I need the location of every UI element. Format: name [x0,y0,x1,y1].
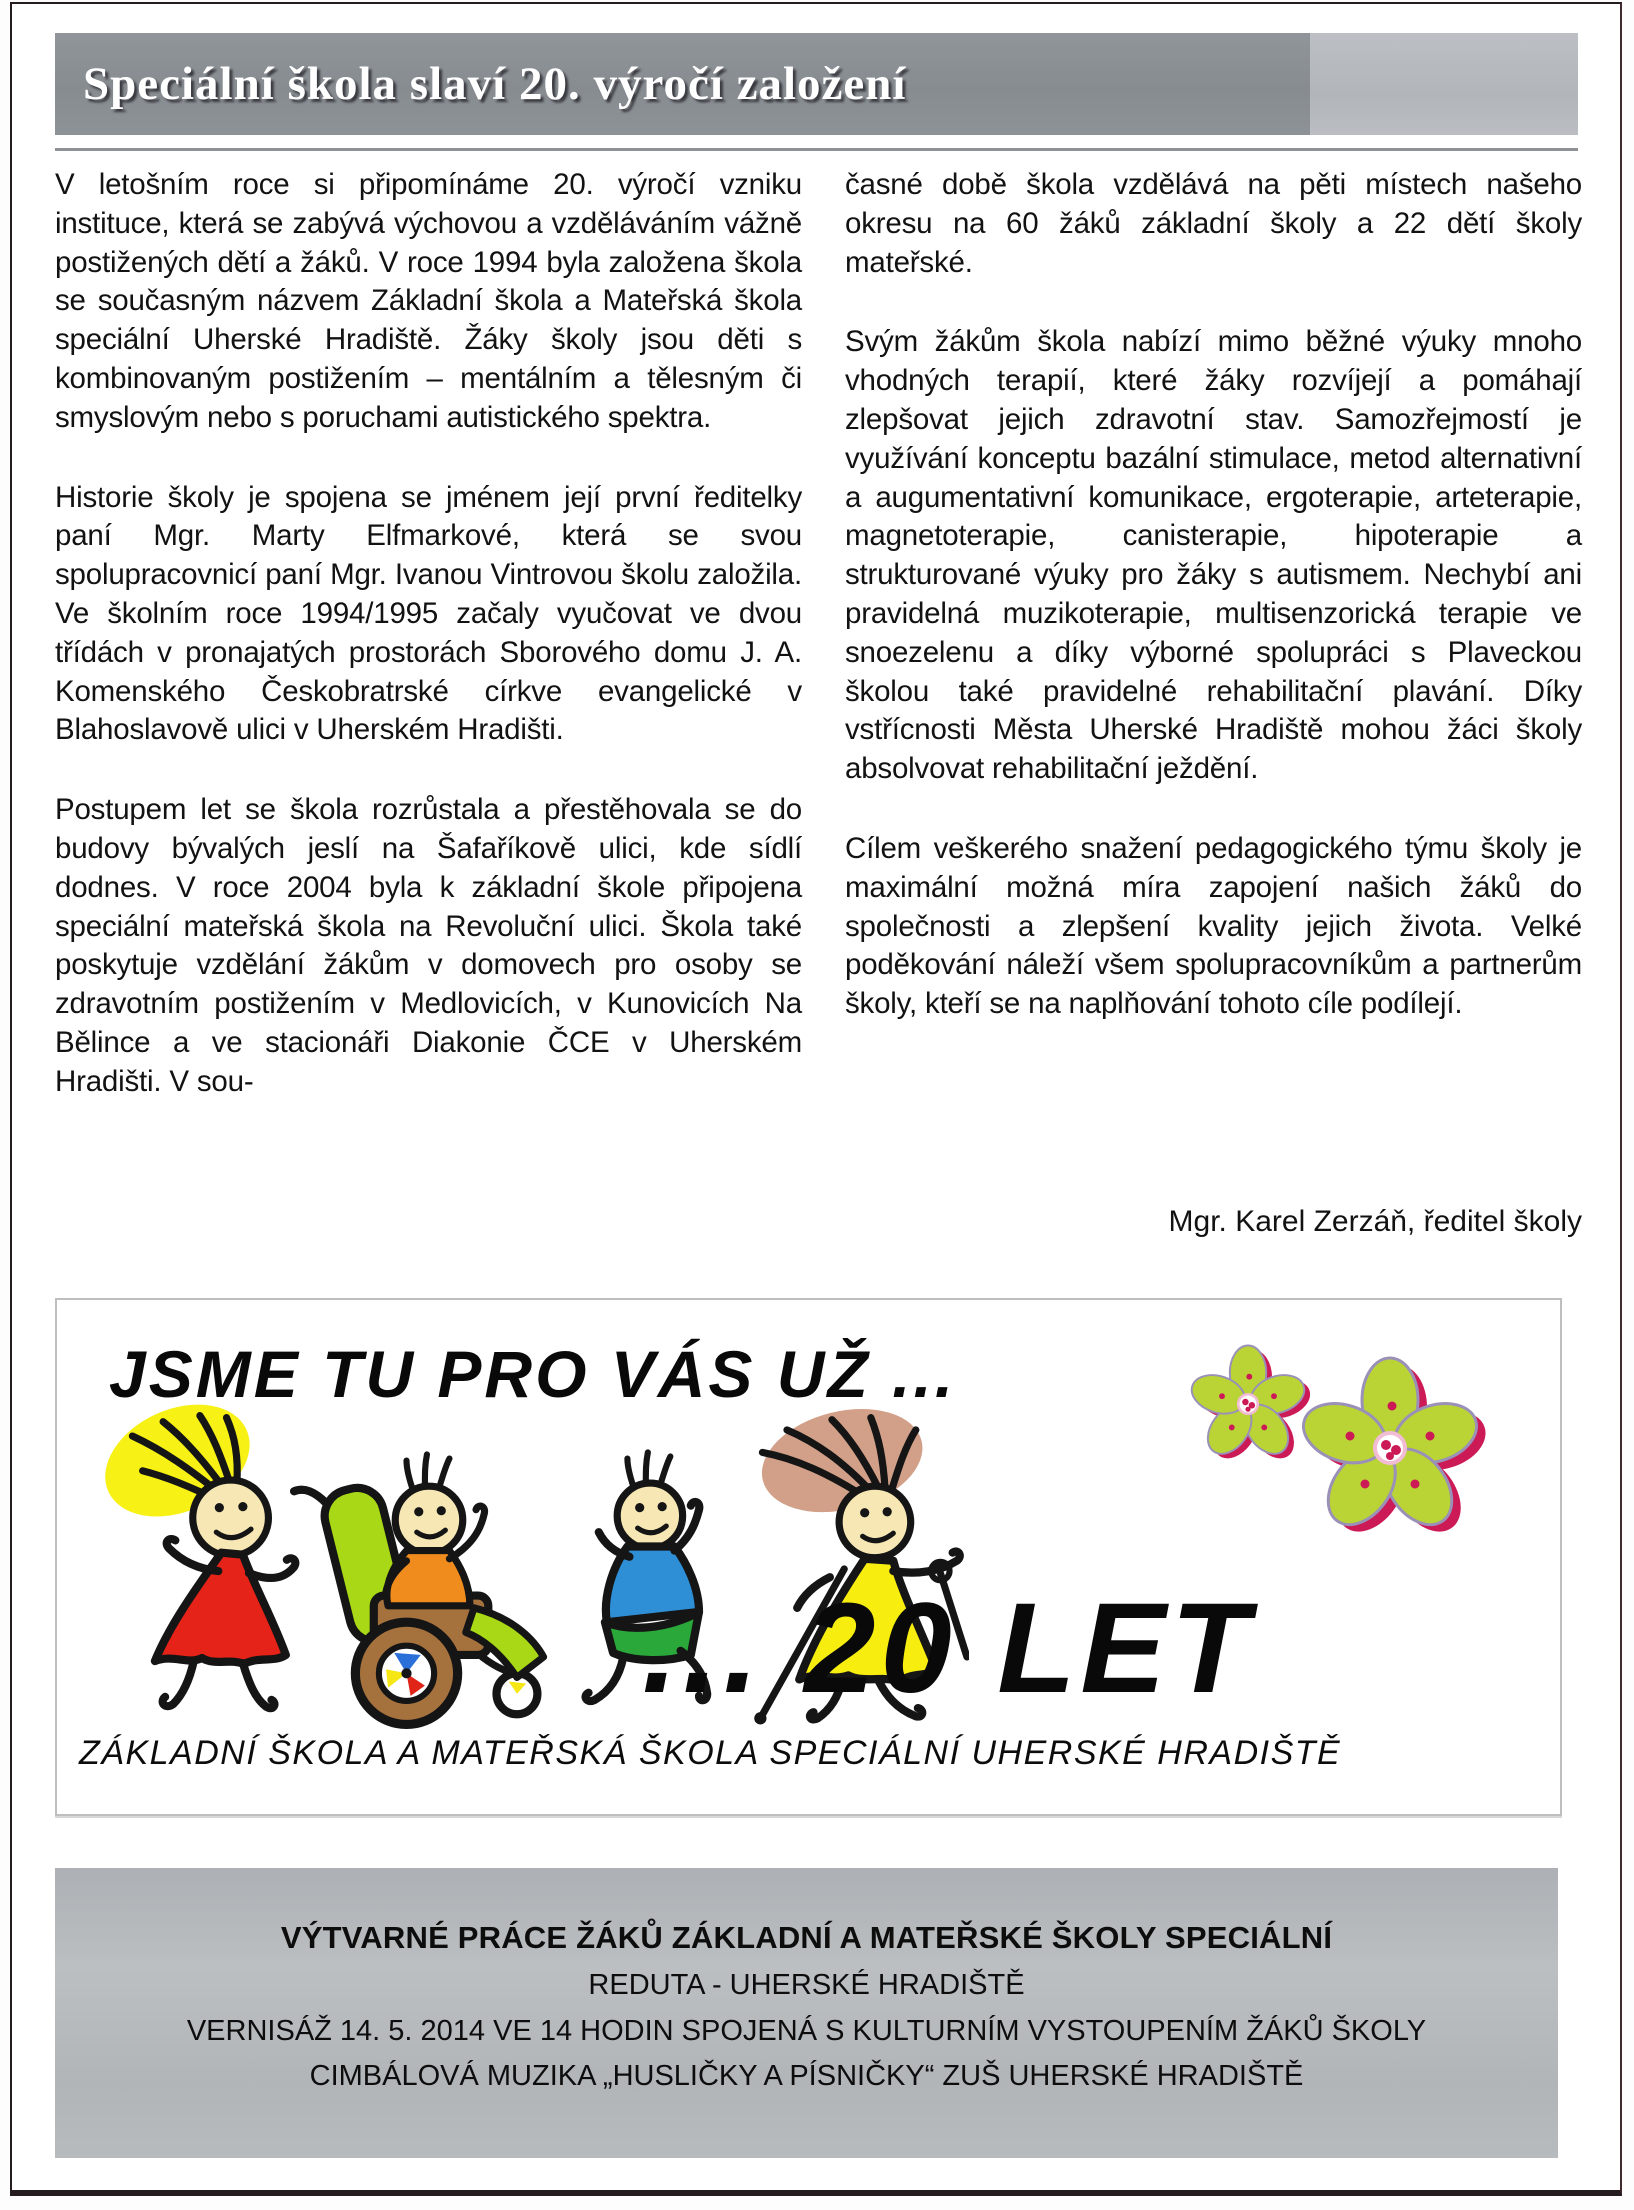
page-title: Speciální škola slaví 20. výročí založení [83,58,907,110]
header-accent-block [1310,33,1578,135]
header-divider [55,148,1578,151]
article-paragraph: časné době škola vzdělává na pěti místech našeho okresu na 60 žáků základní školy a 22 dětí školy mateřské. [845,168,1582,279]
article-paragraph: Svým žákům škola nabízí mimo běžné výuky mnoho vhodných terapií, které žáky rozvíjejí a pomáhají zlepšovat jejich zdravotní stav. Samozřejmostí je využívání konceptu bazální stimulace, metod alternativní a augumentativní komunikace, ergoterapie, arteterapie, magnetoterapie, canisterapie, hipoterapie a strukturované výuky pro žáky s autismem. Nechybí ani pravidelná muzikoterapie, multisenzorická terapie ve snoezelenu a díky výborné spolupráci s Plaveckou školou také pravidelné rehabilitační plavání. Díky vstřícnosti Města Uherské Hradiště mohou žáci školy absolvovat rehabilitační ježdění. [845,325,1582,786]
article-byline: Mgr. Karel Zerzáň, ředitel školy [1168,1205,1582,1238]
footer-event-venue: REDUTA - UHERSKÉ HRADIŠTĚ [588,1969,1025,2001]
banner-anniversary-label: ... 20 LET [642,1577,1254,1720]
article-paragraph: Cílem veškerého snažení pedagogického týmu školy je maximální možná míra zapojení našich žáků do společnosti a zlepšení kvality jejich života. Velké poděkování náleží všem spolupracovníkům a partnerům školy, kteří se na naplňování tohoto cíle podílejí. [845,831,1582,1021]
footer-event-date: VERNISÁŽ 14. 5. 2014 VE 14 HODIN SPOJENÁ S KULTURNÍM VYSTOUPENÍM ŽÁKŮ ŠKOLY [186,2015,1427,2047]
footer-event-title: VÝTVARNÉ PRÁCE ŽÁKŮ ZÁKLADNÍ A MATEŘSKÉ ŠKOLY SPECIÁLNÍ [280,1920,1333,1955]
article-column-right [845,166,1582,1065]
footer-event-panel [55,1868,1558,2158]
footer-event-music: CIMBÁLOVÁ MUZIKA „HUSLIČKY A PÍSNIČKY“ ZUŠ UHERSKÉ HRADIŠTĚ [309,2060,1304,2092]
article-column-left [55,166,802,1143]
anniversary-banner [55,1298,1562,1816]
green-flowers-illustration [1172,1318,1502,1563]
header-bar [55,33,1310,135]
article-paragraph: Postupem let se škola rozrůstala a přestěhovala se do budovy bývalých jeslí na Šafaříkově ulici, kde sídlí dodnes. V roce 2004 byla k základní škole připojena speciální mateřská škola na Revoluční ulici. Škola také poskytuje vzdělání žákům v domovech pro osoby se zdravotním postižením v Medlovicích, v Kunovicích Na Bělince a ve stacionáři Diakonie ČCE v Uherském Hradišti. V sou- [55,793,802,1098]
banner-subtitle: ZÁKLADNÍ ŠKOLA A MATEŘSKÁ ŠKOLA SPECIÁLNÍ UHERSKÉ HRADIŠTĚ [79,1734,1342,1772]
banner-heading: JSME TU PRO VÁS UŽ ... [109,1337,957,1411]
girl-red-dress [87,1404,295,1708]
article-paragraph: V letošním roce si připomínáme 20. výročí vzniku instituce, která se zabývá výchovou a vzděláváním vážně postižených dětí a žáků. V roce 1994 byla založena škola se současným názvem Základní škola a Mateřská škola speciální Uherské Hradiště. Žáky školy jsou děti s kombinovaným postižením – mentálním a tělesným či smyslovým nebo s poruchami autistického spektra. [55,168,802,434]
child-in-wheelchair [294,1454,544,1724]
article-paragraph: Historie školy je spojena se jménem její první ředitelky paní Mgr. Marty Elfmarkové, která se svou spolupracovnicí paní Mgr. Ivanou Vintrovou školu založila. Ve školním roce 1994/1995 začaly vyučovat ve dvou třídách v pronajatých prostorách Sborového domu J. A. Komenského Českobratrské církve evangelické v Blahoslavově ulici v Uherském Hradišti. [55,480,802,747]
